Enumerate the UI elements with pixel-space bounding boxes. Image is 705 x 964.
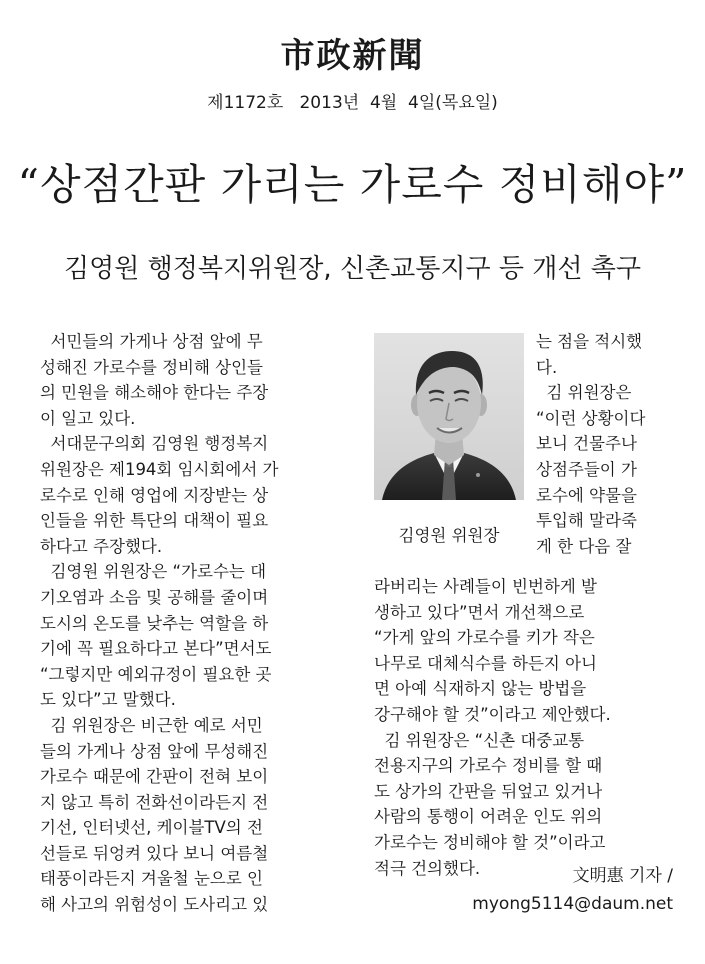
article-line: 강구해야 할 것”이라고 제안했다. <box>374 704 611 724</box>
article-line: 의 민원을 해소해야 한다는 주장 <box>40 383 269 403</box>
reporter-name: 文明惠 기자 / <box>572 866 673 886</box>
article-line: 김 위원장은 비근한 예로 서민 <box>40 715 263 735</box>
article-line: “이런 상황이다 <box>536 408 646 428</box>
article-line: 나무로 대체식수를 하든지 아니 <box>374 653 597 673</box>
article-line: 이 일고 있다. <box>40 408 136 428</box>
article-line: 라버리는 사례들이 빈번하게 발 <box>374 577 597 596</box>
headline: “상점간판 가리는 가로수 정비해야” <box>17 160 688 209</box>
portrait-photo <box>374 333 524 500</box>
photo-caption: 김영원 위원장 <box>398 526 500 545</box>
article-line: 사람의 통행이 어려운 인도 위의 <box>374 807 603 827</box>
article-line: 로수로 인해 영업에 지장받는 상 <box>40 485 269 505</box>
article-line: 위원장은 제194회 임시회에서 가 <box>40 459 279 479</box>
article-column-left <box>40 329 340 918</box>
article-line: 성해진 가로수를 정비해 상인들 <box>40 357 263 377</box>
article-line: 가로수 때문에 간판이 전혀 보이 <box>40 767 269 787</box>
article-line: 도 있다”고 말했다. <box>40 690 176 710</box>
article-line: 해 사고의 위험성이 도사리고 있 <box>40 895 269 915</box>
article-line: 적극 건의했다. <box>374 858 481 878</box>
article-line: 김 위원장은 <box>536 383 632 403</box>
article-line: 상점주들이 가 <box>536 459 637 479</box>
article-line: 게 한 다음 잘 <box>536 536 632 556</box>
article-line: 인들을 위한 특단의 대책이 필요 <box>40 511 269 531</box>
article-column-right-bottom <box>374 574 679 881</box>
article-line: 하다고 주장했다. <box>40 536 163 556</box>
article-line: 보니 건물주나 <box>536 434 637 454</box>
masthead: 市政新聞 <box>280 36 425 76</box>
reporter-email[interactable]: myong5114@daum.net <box>472 894 673 914</box>
article-line: “그렇지만 예외규정이 필요한 곳 <box>40 664 272 684</box>
article-line: 김 위원장은 “신촌 대중교통 <box>374 730 585 750</box>
article-line: 지 않고 특히 전화선이라든지 전 <box>40 792 269 812</box>
portrait-image <box>374 333 524 500</box>
article-line: 도시의 온도를 낮추는 역할을 하 <box>40 613 269 633</box>
article-line: 기선, 인터넷선, 케이블TV의 전 <box>40 818 263 838</box>
article-line: 기오염과 소음 및 공해를 줄이며 <box>40 587 269 607</box>
article-line: 는 점을 적시했 <box>536 332 643 351</box>
article-line: “가게 앞의 가로수를 키가 작은 <box>374 628 595 648</box>
byline <box>472 862 673 918</box>
article-line: 기에 꼭 필요하다고 본다”면서도 <box>40 639 272 659</box>
article-line: 가로수는 정비해야 할 것”이라고 <box>374 832 606 852</box>
article-line: 서대문구의회 김영원 행정복지 <box>40 434 269 454</box>
article-line: 전용지구의 가로수 정비를 할 때 <box>374 756 603 776</box>
article-line: 태풍이라든지 겨울철 눈으로 인 <box>40 869 263 889</box>
article-line: 서민들의 가게나 상점 앞에 무 <box>40 332 263 351</box>
article-line: 면 아예 식재하지 않는 방법을 <box>374 679 587 699</box>
article-line: 다. <box>536 357 558 377</box>
article-line: 선들로 뒤엉켜 있다 보니 여름철 <box>40 843 269 863</box>
issue-line: 제1172호 2013년 4월 4일(목요일) <box>207 93 498 113</box>
article-line: 로수에 약물을 <box>536 485 637 505</box>
article-column-right-top <box>536 329 676 559</box>
article-line: 도 상가의 간판을 뒤엎고 있거나 <box>374 781 603 801</box>
article-line: 생하고 있다”면서 개선책으로 <box>374 602 585 622</box>
article-line: 투입해 말라죽 <box>536 511 637 531</box>
article-line: 김영원 위원장은 “가로수는 대 <box>40 562 267 582</box>
subheadline: 김영원 행정복지위원장, 신촌교통지구 등 개선 촉구 <box>63 254 642 284</box>
article-line: 들의 가게나 상점 앞에 무성해진 <box>40 741 269 761</box>
